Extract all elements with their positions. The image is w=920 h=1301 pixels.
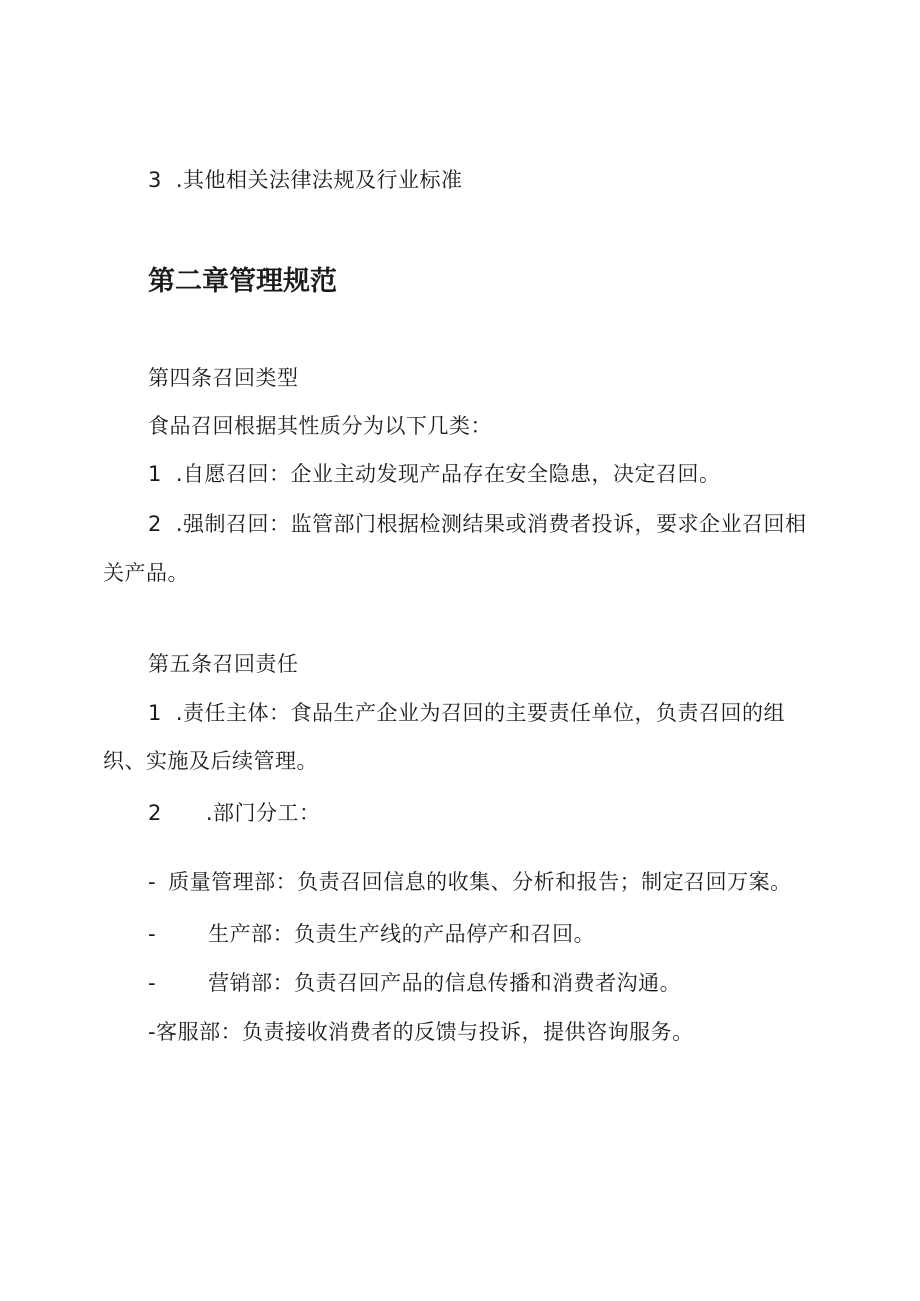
list-text: .强制召回：监管部门根据检测结果或消费者投诉，要求企业召回相 <box>175 512 807 536</box>
list-text: .部门分工： <box>205 801 321 825</box>
chapter-title: 第二章管理规范 <box>148 266 337 297</box>
department-text: 营销部：负责召回产品的信息传播和消费者沟通。 <box>208 971 682 995</box>
article5-item-1 <box>148 699 785 727</box>
list-number: 1 <box>148 701 162 725</box>
article4-item-2-continuation: 关产品。 <box>103 561 189 585</box>
article5-item-2 <box>148 799 321 827</box>
article5-title: 第五条召回责任 <box>148 652 299 676</box>
article4-item-2 <box>148 510 807 538</box>
list-number: 3 <box>148 168 162 192</box>
list-item-prev-3 <box>148 166 463 194</box>
article5-item-1-continuation: 织、实施及后续管理。 <box>103 749 318 773</box>
dash-bullet: - <box>148 971 157 995</box>
article4-intro: 食品召回根据其性质分为以下几类： <box>148 414 492 438</box>
dash-bullet: - <box>148 1020 157 1044</box>
list-text: .其他相关法律法规及行业标准 <box>175 168 463 192</box>
department-text: 客服部：负责接收消费者的反馈与投诉，提供咨询服务。 <box>156 1020 694 1044</box>
dash-bullet: - <box>148 922 157 946</box>
department-customer-service <box>148 1018 694 1046</box>
department-production <box>148 920 595 948</box>
department-text: 质量管理部：负责召回信息的收集、分析和报告；制定召回万案。 <box>168 870 792 894</box>
department-text: 生产部：负责生产线的产品停产和召回。 <box>208 922 596 946</box>
article4-item-1 <box>148 460 721 488</box>
department-quality <box>148 868 792 896</box>
dash-bullet: - <box>148 870 157 894</box>
article4-title: 第四条召回类型 <box>148 366 299 390</box>
list-number: 2 <box>148 801 162 825</box>
list-number: 2 <box>148 512 162 536</box>
list-number: 1 <box>148 462 162 486</box>
department-marketing <box>148 969 681 997</box>
list-text: .责任主体：食品生产企业为召回的主要责任单位，负责召回的组 <box>175 701 786 725</box>
list-text: .自愿召回：企业主动发现产品存在安全隐患，决定召回。 <box>175 462 721 486</box>
